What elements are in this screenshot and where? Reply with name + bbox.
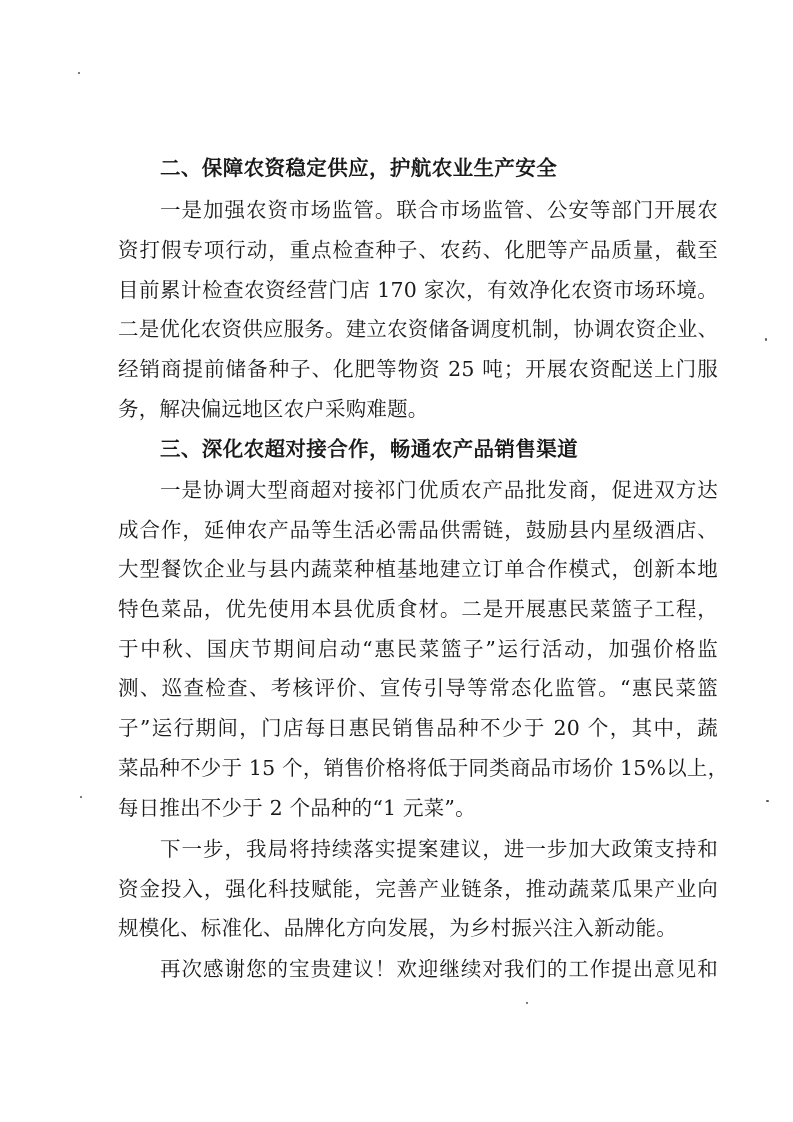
paragraph-line: 下一步，我局将持续落实提案建议，进一步加大政策支持和 bbox=[160, 837, 718, 861]
paragraph-line: 目前累计检查农资经营门店 170 家次，有效净化农资市场环境。 bbox=[118, 278, 718, 302]
scan-speck bbox=[78, 72, 80, 74]
paragraph-line: 测、巡查检查、考核评价、宣传引导等常态化监管。“惠民菜篮 bbox=[118, 676, 718, 700]
paragraph-line: 再次感谢您的宝贵建议！欢迎继续对我们的工作提出意见和 bbox=[160, 957, 718, 981]
paragraph-line: 二是优化农资供应服务。建立农资储备调度机制，协调农资企业、 bbox=[118, 317, 719, 341]
scan-speck bbox=[766, 800, 769, 802]
paragraph-line: 务，解决偏远地区农户采购难题。 bbox=[118, 397, 429, 421]
paragraph-line: 经销商提前储备种子、化肥等物资 25 吨；开展农资配送上门服 bbox=[118, 357, 718, 381]
scan-speck bbox=[80, 796, 82, 798]
paragraph-line: 成合作，延伸农产品等生活必需品供需链，鼓励县内星级酒店、 bbox=[118, 518, 718, 542]
section-heading: 三、深化农超对接合作，畅通农产品销售渠道 bbox=[160, 437, 578, 461]
paragraph-line: 菜品种不少于 15 个，销售价格将低于同类商品市场价 15%以上， bbox=[118, 756, 729, 780]
paragraph-line: 资打假专项行动，重点检查种子、农药、化肥等产品质量，截至 bbox=[118, 238, 718, 262]
paragraph-line: 资金投入，强化科技赋能，完善产业链条，推动蔬菜瓜果产业向 bbox=[118, 877, 718, 901]
scan-speck bbox=[765, 338, 767, 341]
paragraph-line: 一是加强农资市场监管。联合市场监管、公安等部门开展农 bbox=[160, 198, 718, 222]
paragraph-line: 于中秋、国庆节期间启动“惠民菜篮子”运行活动，加强价格监 bbox=[118, 637, 718, 661]
paragraph-line: 大型餐饮企业与县内蔬菜种植基地建立订单合作模式，创新本地 bbox=[118, 557, 718, 581]
paragraph-line: 特色菜品，优先使用本县优质食材。二是开展惠民菜篮子工程， bbox=[118, 597, 718, 621]
paragraph-line: 一是协调大型商超对接祁门优质农产品批发商，促进双方达 bbox=[160, 478, 718, 502]
section-heading: 二、保障农资稳定供应，护航农业生产安全 bbox=[160, 156, 558, 180]
scan-speck bbox=[526, 1002, 528, 1004]
paragraph-line: 子”运行期间，门店每日惠民销售品种不少于 20 个，其中，蔬 bbox=[118, 716, 718, 740]
paragraph-line: 规模化、标准化、品牌化方向发展，为乡村振兴注入新动能。 bbox=[118, 916, 677, 940]
paragraph-line: 每日推出不少于 2 个品种的“1 元菜”。 bbox=[118, 796, 476, 820]
